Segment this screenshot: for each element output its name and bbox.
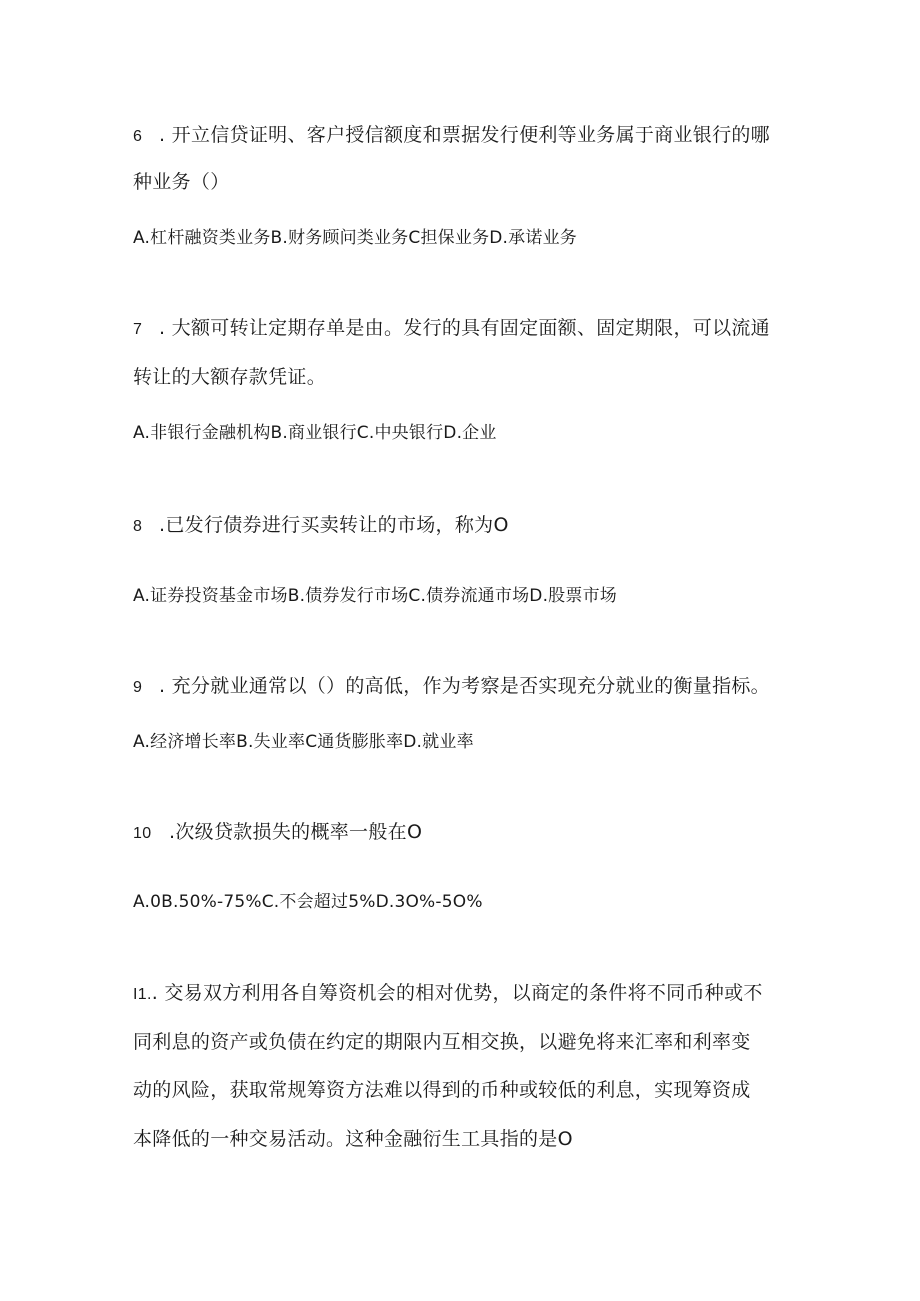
question-10-line-1 [133, 820, 813, 846]
question-11-line-3 [133, 1078, 813, 1102]
question-7-line-2 [133, 365, 813, 389]
question-10-options [133, 890, 813, 914]
question-6-line-1 [133, 123, 813, 149]
question-number: 8 [133, 518, 143, 535]
question-stem-text: 同利息的资产或负债在约定的期限内互相交换，以避免将来汇率和利率变 [133, 1031, 751, 1053]
question-7-line-1 [133, 316, 813, 342]
question-8-options [133, 584, 813, 608]
question-6-line-2 [133, 170, 813, 194]
question-9-options [133, 730, 813, 754]
question-stem-text: .已发行债券进行买卖转让的市场，称为O [159, 514, 509, 536]
question-number: 10 [133, 825, 152, 842]
question-8-line-1 [133, 513, 813, 539]
answer-options-text: A.证券投资基金市场B.债券发行市场C.债券流通市场D.股票市场 [133, 586, 617, 606]
question-7-options [133, 421, 813, 445]
question-6-options [133, 226, 813, 250]
answer-options-text: A.0B.50%-75%C.不会超过5%D.3O%-5O% [133, 892, 483, 912]
question-stem-text: 种业务（） [133, 171, 230, 193]
question-11-line-2 [133, 1030, 813, 1054]
question-stem-text: .次级贷款损失的概率一般在O [169, 821, 423, 843]
question-number: 9 [133, 679, 143, 696]
answer-options-text: A.杠杆融资类业务B.财务顾问类业务C担保业务D.承诺业务 [133, 228, 577, 248]
question-stem-text: . 交易双方利用各自筹资机会的相对优势，以商定的条件将不同币种或不 [151, 982, 763, 1004]
answer-options-text: A.非银行金融机构B.商业银行C.中央银行D.企业 [133, 423, 497, 443]
question-number: 7 [133, 321, 143, 338]
question-stem-text: 动的风险，获取常规筹资方法难以得到的币种或较低的利息，实现筹资成 [133, 1079, 751, 1101]
question-stem-text: . 大额可转让定期存单是由。发行的具有固定面额、固定期限，可以流通 [159, 317, 770, 339]
question-stem-text: 转让的大额存款凭证。 [133, 366, 327, 388]
question-number: I1. [133, 986, 152, 1003]
question-number: 6 [133, 128, 143, 145]
answer-options-text: A.经济增长率B.失业率C通货膨胀率D.就业率 [133, 732, 474, 752]
question-11-line-4 [133, 1127, 813, 1151]
question-11-line-1 [133, 981, 813, 1007]
question-9-line-1 [133, 674, 813, 700]
question-stem-text: . 充分就业通常以（）的高低，作为考察是否实现充分就业的衡量指标。 [159, 675, 770, 697]
question-stem-text: . 开立信贷证明、客户授信额度和票据发行便利等业务属于商业银行的哪 [159, 124, 770, 146]
question-stem-text: 本降低的一种交易活动。这种金融衍生工具指的是O [133, 1128, 573, 1150]
